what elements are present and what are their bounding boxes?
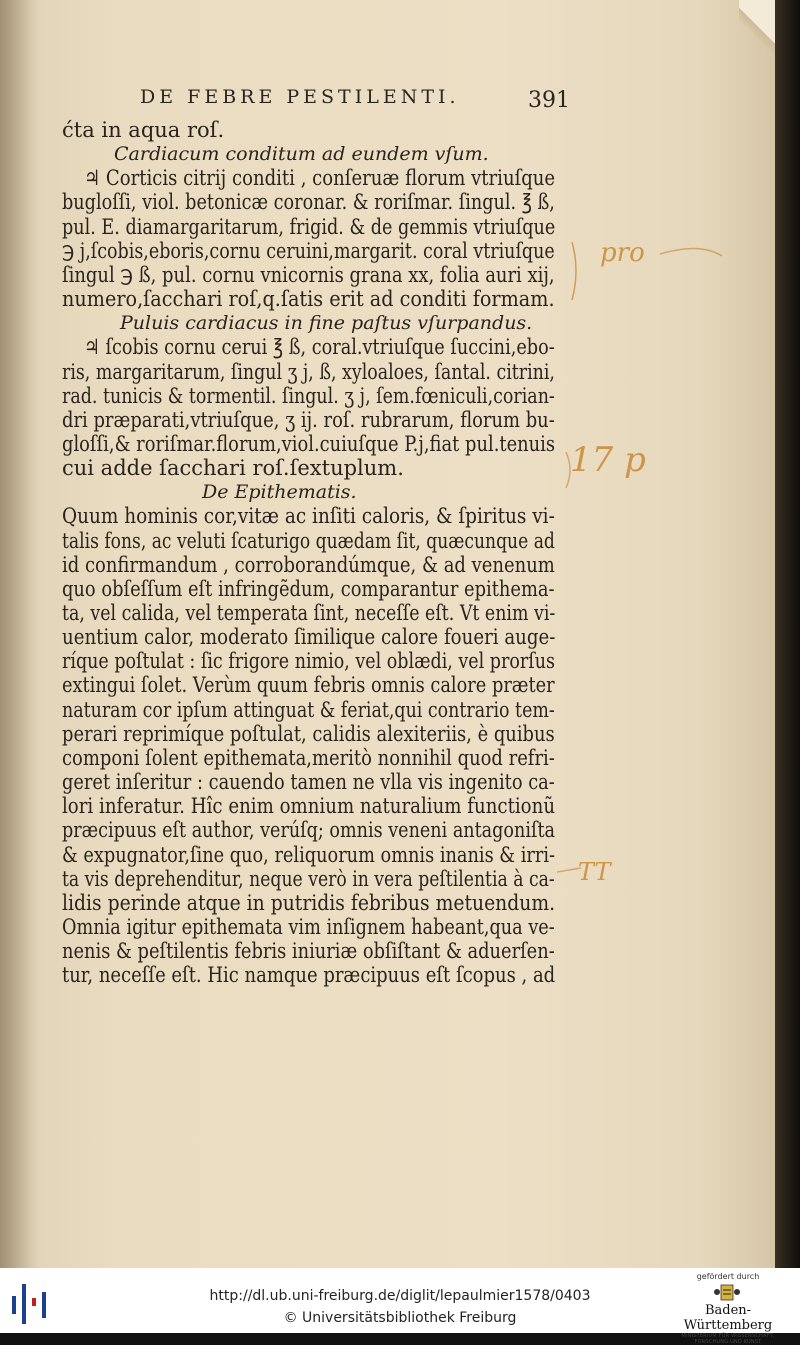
text-line: bugloſſi, viol. betonicæ coronar. & roriſmar. ſingul. ℥ ß,	[62, 190, 555, 215]
text-line: talis fons, ac veluti ſcaturigo quædam ſit, quæcunque ad	[62, 528, 555, 553]
text-line: ℈ j,ſcobis,eboris,cornu ceruini,margarit. coral vtriuſque	[62, 238, 555, 263]
copyright-notice: © Universitätsbibliothek Freiburg	[283, 1310, 517, 1326]
permalink-url[interactable]: http://dl.ub.uni-freiburg.de/diglit/lepaulmier1578/0403	[209, 1288, 591, 1304]
marginal-stroke	[555, 862, 585, 882]
text-line: nenis & peſtilentis febris iniuriæ obſiſtant & aduerſen-	[62, 939, 555, 964]
page-edge	[775, 0, 800, 1268]
text-line: lori inferatur. Hîc enim omnium naturalium functionũ	[62, 794, 556, 819]
marginal-note: TT	[578, 858, 611, 886]
marginal-note: 17 p	[570, 440, 646, 480]
text-line: perari reprimíque poſtulat, calidis alexiteriis, è quibus	[62, 721, 555, 746]
section-heading: Cardiacum conditum ad eundem vſum.	[114, 143, 489, 166]
text-line: præcipuus eſt author, verúſq; omnis veneni antagoniſta	[62, 818, 555, 843]
text-line: geret inſeritur : cauendo tamen ne vlla vis ingenito ca-	[62, 770, 555, 795]
text-line: id confirmandum , corroborandúmque, & ad venenum	[62, 552, 555, 577]
text-line: dri præparati,vtriuſque, ʒ ij. roſ. rubrarum, florum bu-	[62, 407, 555, 432]
viewer-footer	[0, 1268, 800, 1345]
text-line: cui adde ſacchari roſ.ſextuplum.	[62, 456, 404, 481]
marginal-bracket	[562, 450, 582, 490]
text-line: naturam cor ipſum attinguat & feriat,qui contrario tem-	[62, 697, 555, 722]
page-number: 391	[528, 88, 570, 113]
text-line: numero,ſacchari roſ,q.ſatis erit ad conditi formam.	[62, 287, 555, 312]
text-line: componi ſolent epithemata,meritò nonnihil quod refri-	[62, 745, 555, 770]
text-line: & expugnator,ſine quo, reliquorum omnis inanis & irri-	[62, 842, 556, 867]
text-line: pul. E. diamargaritarum, frigid. & de gemmis vtriuſque	[62, 214, 556, 239]
text-line: ſingul ℈ ß, pul. cornu vnicornis grana xx, folia auri xij,	[62, 262, 555, 287]
marginal-bracket	[570, 236, 730, 306]
text-line: ♃ Corticis citrij conditi , conſeruæ florum vtriuſque	[84, 166, 556, 191]
page-corner	[739, 0, 775, 60]
sponsor-label: gefördert durch	[696, 1272, 760, 1281]
text-line: rad. tunicis & tormentil. ſingul. ʒ j, ſem.fœniculi,corian-	[62, 383, 555, 408]
text-line: ríque poſtulat : ſic frigore nimio, vel oblædi, vel prorſus	[62, 649, 555, 674]
text-line: gloſſi,& roriſmar.florum,viol.cuiuſque P.j,fiat pul.tenuis	[62, 431, 556, 456]
text-line: Omnia igitur epithemata vim inſignem habeant,qua ve-	[62, 914, 555, 939]
text-line: tur, neceſſe eſt. Hic namque præcipuus eſt ſcopus , ad	[62, 963, 556, 988]
section-heading: De Epithematis.	[202, 481, 357, 504]
text-line: quo obſeſſum eſt infringẽdum, comparantur epithema-	[62, 576, 555, 601]
text-line: ta, vel calida, vel temperata ſint, neceſſe eſt. Vt enim vi-	[62, 601, 556, 625]
text-line: extingui ſolet. Verùm quum febris omnis calore præter	[62, 673, 555, 698]
text-line: uentium calor, moderato ſimilique calore foueri auge-	[62, 625, 556, 650]
crest-icon	[712, 1282, 742, 1302]
text-line: ris, margaritarum, ſingul ʒ j, ß, xyloaloes, ſantal. citrini,	[62, 359, 555, 384]
sponsor-name: Baden-Württemberg	[683, 1303, 773, 1333]
text-line: ćta in aqua roſ.	[62, 118, 225, 142]
text-line: ♃ ſcobis cornu cerui ℥ ß, coral.vtriuſque ſuccini,ebo-	[84, 335, 555, 360]
sponsor-subtitle: MINISTERIUM FÜR WISSENSCHAFT, FORSCHUNG UND KUNST	[681, 1333, 775, 1345]
marginal-note: pro	[600, 238, 645, 268]
running-head: DE FEBRE PESTILENTI.	[140, 86, 460, 108]
text-line: ta vis deprehenditur, neque verò in vera peſtilentia à ca-	[62, 866, 555, 891]
section-heading: Puluis cardiacus in fine paſtus vſurpandus.	[120, 312, 533, 335]
gutter-shadow	[0, 0, 40, 1268]
text-line: Quum hominis cor,vitæ ac inſiti caloris, & ſpiritus vi-	[62, 504, 555, 529]
text-line: lidis perinde atque in putridis febribus metuendum.	[62, 890, 556, 915]
sponsor-logo	[664, 1272, 792, 1345]
